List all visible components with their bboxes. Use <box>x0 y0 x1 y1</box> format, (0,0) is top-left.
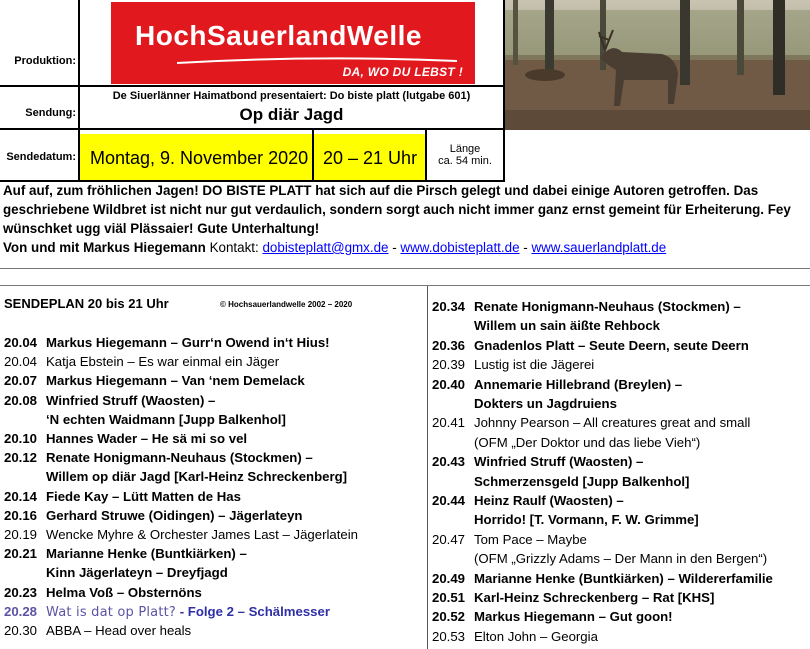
schedule-entry <box>432 491 624 510</box>
schedule-entry <box>432 316 660 335</box>
column-divider <box>427 286 428 649</box>
schedule-entry <box>4 506 303 525</box>
entry-text: (OFM „Der Doktor und das liebe Vieh“) <box>474 434 701 450</box>
entry-text: (OFM „Grizzly Adams – Der Mann in den Bergen“) <box>474 551 768 567</box>
schedule-entry <box>432 355 594 374</box>
entry-text: Wat is dat op Platt? <box>46 604 177 620</box>
entry-episode: - Folge 2 – Schälmesser <box>176 603 330 619</box>
presenter-line: De Siuerlänner Haimatbond presentaiert: Do biste platt (lutgabe 601) <box>112 90 471 102</box>
show-label: Sendung: <box>25 107 76 119</box>
entry-text: Markus Hiegemann – Van ‘nem Demelack <box>46 373 305 389</box>
schedule-entry <box>4 333 330 352</box>
schedule-entry <box>4 563 228 582</box>
schedule-entry <box>4 621 191 640</box>
entry-text: Lustig ist die Jägerei <box>474 357 595 373</box>
schedule-entry <box>432 472 689 491</box>
entry-time: 20.52 <box>432 609 466 625</box>
entry-text: ‘N echten Waidmann [Jupp Balkenhol] <box>46 411 286 427</box>
schedule-entry <box>432 297 741 316</box>
schedule-entry <box>4 467 347 486</box>
header-divider <box>0 128 505 130</box>
entry-time: 20.04 <box>4 335 38 350</box>
host-credit: Von und mit Markus Hiegemann <box>3 240 206 255</box>
entry-text: Gnadenlos Platt – Seute Deern, seute Deern <box>474 337 749 353</box>
entry-text: Karl-Heinz Schreckenberg – Rat [KHS] <box>474 590 715 605</box>
schedule-entry <box>432 530 587 549</box>
header-divider <box>0 85 505 87</box>
entry-time: 20.10 <box>4 431 38 446</box>
entry-text: Johnny Pearson – All creatures great and small <box>474 415 751 431</box>
entry-text: Marianne Henke (Buntkiärken) – <box>46 546 247 562</box>
entry-time: 20.08 <box>4 392 38 408</box>
entry-time: 20.16 <box>4 507 38 523</box>
entry-text: Dokters un Jagdruiens <box>474 396 617 411</box>
schedule-entry <box>432 627 598 646</box>
show-title: Op diär Jagd <box>239 105 344 124</box>
email-link[interactable]: dobisteplatt@gmx.de <box>262 240 389 255</box>
entry-text: Gerhard Struwe (Oidingen) – Jägerlateyn <box>46 507 303 523</box>
intro-block <box>3 181 808 257</box>
schedule-title: SENDEPLAN 20 bis 21 Uhr <box>4 296 169 311</box>
entry-time: 20.51 <box>432 590 466 605</box>
entry-time: 20.14 <box>4 488 38 504</box>
schedule-entry <box>4 544 247 563</box>
schedule-entry <box>4 429 247 448</box>
schedule-entry <box>432 375 682 394</box>
entry-time: 20.41 <box>432 415 466 431</box>
schedule-entry <box>4 583 202 602</box>
schedule-entry <box>432 413 750 432</box>
header-divider <box>425 128 427 182</box>
entry-time: 20.47 <box>432 531 466 547</box>
entry-time: 20.07 <box>4 373 38 389</box>
entry-text: Katja Ebstein – Es war einmal ein Jäger <box>46 354 280 370</box>
entry-time: 20.34 <box>432 299 466 314</box>
schedule-entry <box>432 588 714 607</box>
station-logo <box>111 2 475 84</box>
length-label: Länge <box>449 143 481 155</box>
entry-text: Elton John – Georgia <box>474 628 598 644</box>
broadcast-time: 20 – 21 Uhr <box>323 148 418 168</box>
schedule-entry <box>432 569 773 588</box>
entry-text: Helma Voß – Obsternöns <box>46 584 202 600</box>
intro-text: Auf auf, zum fröhlichen Jagen! DO BISTE PLATT hat sich auf die Pirsch gelegt und dabei einige Autoren getroffen. Das geschriebene Wildbret ist nicht nur gut verdaulich, sondern sorgt auch nicht immer ganz ernst gemeint für Erheiterung. Fey wünschket ugg viäl Plässaier! Gute Unterhaltung! <box>3 183 791 236</box>
schedule-entry <box>432 452 643 471</box>
entry-text: Fiede Kay – Lütt Matten de Has <box>46 488 241 504</box>
schedule-entry <box>4 371 305 390</box>
schedule-entry <box>432 336 749 355</box>
entry-time: 20.12 <box>4 450 38 466</box>
length-info <box>430 143 500 167</box>
entry-time: 20.30 <box>4 623 38 638</box>
schedule-entry <box>4 391 215 410</box>
svg-text:HochSauerlandWelle: HochSauerlandWelle <box>135 20 423 51</box>
schedule-entry <box>432 607 673 626</box>
length-value: ca. 54 min. <box>438 155 492 167</box>
date-label: Sendedatum: <box>6 151 76 163</box>
entry-time: 20.28 <box>4 603 38 619</box>
entry-text: Renate Honigmann-Neuhaus (Stockmen) – <box>474 299 741 314</box>
entry-time: 20.23 <box>4 584 38 600</box>
entry-text: Heinz Raulf (Waosten) – <box>474 493 624 508</box>
entry-time: 20.40 <box>432 376 466 392</box>
schedule-entry <box>4 352 279 371</box>
entry-text: Hannes Wader – He sä mi so vel <box>46 431 248 446</box>
schedule-entry <box>432 394 617 413</box>
schedule-entry <box>432 510 699 529</box>
entry-time: 20.04 <box>4 354 38 370</box>
entry-text: Marianne Henke (Buntkiärken) – Wildererfamilie <box>474 570 773 586</box>
entry-text: Winfried Struff (Waosten) – <box>46 392 216 408</box>
station-slogan: DA, WO DU LEBST ! <box>342 65 463 79</box>
entry-time: 20.44 <box>432 493 466 508</box>
swoosh-decoration <box>177 57 457 65</box>
entry-text: Willem un sain äißte Rehbock <box>474 318 661 334</box>
contact-label: Kontakt: <box>209 240 259 255</box>
website-link[interactable]: www.sauerlandplatt.de <box>531 240 667 255</box>
entry-time: 20.19 <box>4 527 38 542</box>
entry-time: 20.39 <box>432 357 466 373</box>
entry-text: Wencke Myhre & Orchester James Last – Jägerlatein <box>46 527 358 542</box>
schedule-entry <box>432 433 700 452</box>
production-label: Produktion: <box>14 55 76 67</box>
schedule-entry <box>4 487 241 506</box>
entry-text: Markus Hiegemann – Gurr‘n Owend in‘t Hius! <box>46 335 330 350</box>
separator: - <box>392 240 397 255</box>
entry-text: Horrido! [T. Vormann, F. W. Grimme] <box>474 512 699 528</box>
entry-text: Renate Honigmann-Neuhaus (Stockmen) – <box>46 450 313 466</box>
station-wordmark <box>135 18 453 52</box>
schedule-entry <box>432 549 767 568</box>
schedule-entry <box>4 525 358 544</box>
entry-text: Annemarie Hillebrand (Breylen) – <box>474 376 683 392</box>
section-divider <box>0 268 810 269</box>
entry-text: ABBA – Head over heals <box>46 623 192 638</box>
entry-time: 20.36 <box>432 337 466 353</box>
entry-text: Winfried Struff (Waosten) – <box>474 454 644 470</box>
entry-time: 20.43 <box>432 454 466 470</box>
entry-text: Tom Pace – Maybe <box>474 531 587 547</box>
entry-text: Schmerzensgeld [Jupp Balkenhol] <box>474 473 690 489</box>
schedule-entry <box>4 448 313 467</box>
entry-time: 20.53 <box>432 628 466 644</box>
schedule-entry <box>4 410 286 429</box>
broadcast-date: Montag, 9. November 2020 <box>90 148 309 168</box>
deer-photo <box>505 0 810 130</box>
entry-time: 20.21 <box>4 546 38 562</box>
entry-text: Willem op diär Jagd [Karl-Heinz Schreckenberg] <box>46 469 348 485</box>
separator: - <box>523 240 528 255</box>
website-link[interactable]: www.dobisteplatt.de <box>400 240 520 255</box>
entry-text: Kinn Jägerlateyn – Dreyfjagd <box>46 565 228 581</box>
entry-text: Markus Hiegemann – Gut goon! <box>474 609 673 625</box>
section-divider <box>0 285 810 286</box>
entry-time: 20.49 <box>432 570 466 586</box>
schedule-copyright: © Hochsauerlandwelle 2002 – 2020 <box>220 300 353 309</box>
schedule-entry <box>4 602 330 622</box>
